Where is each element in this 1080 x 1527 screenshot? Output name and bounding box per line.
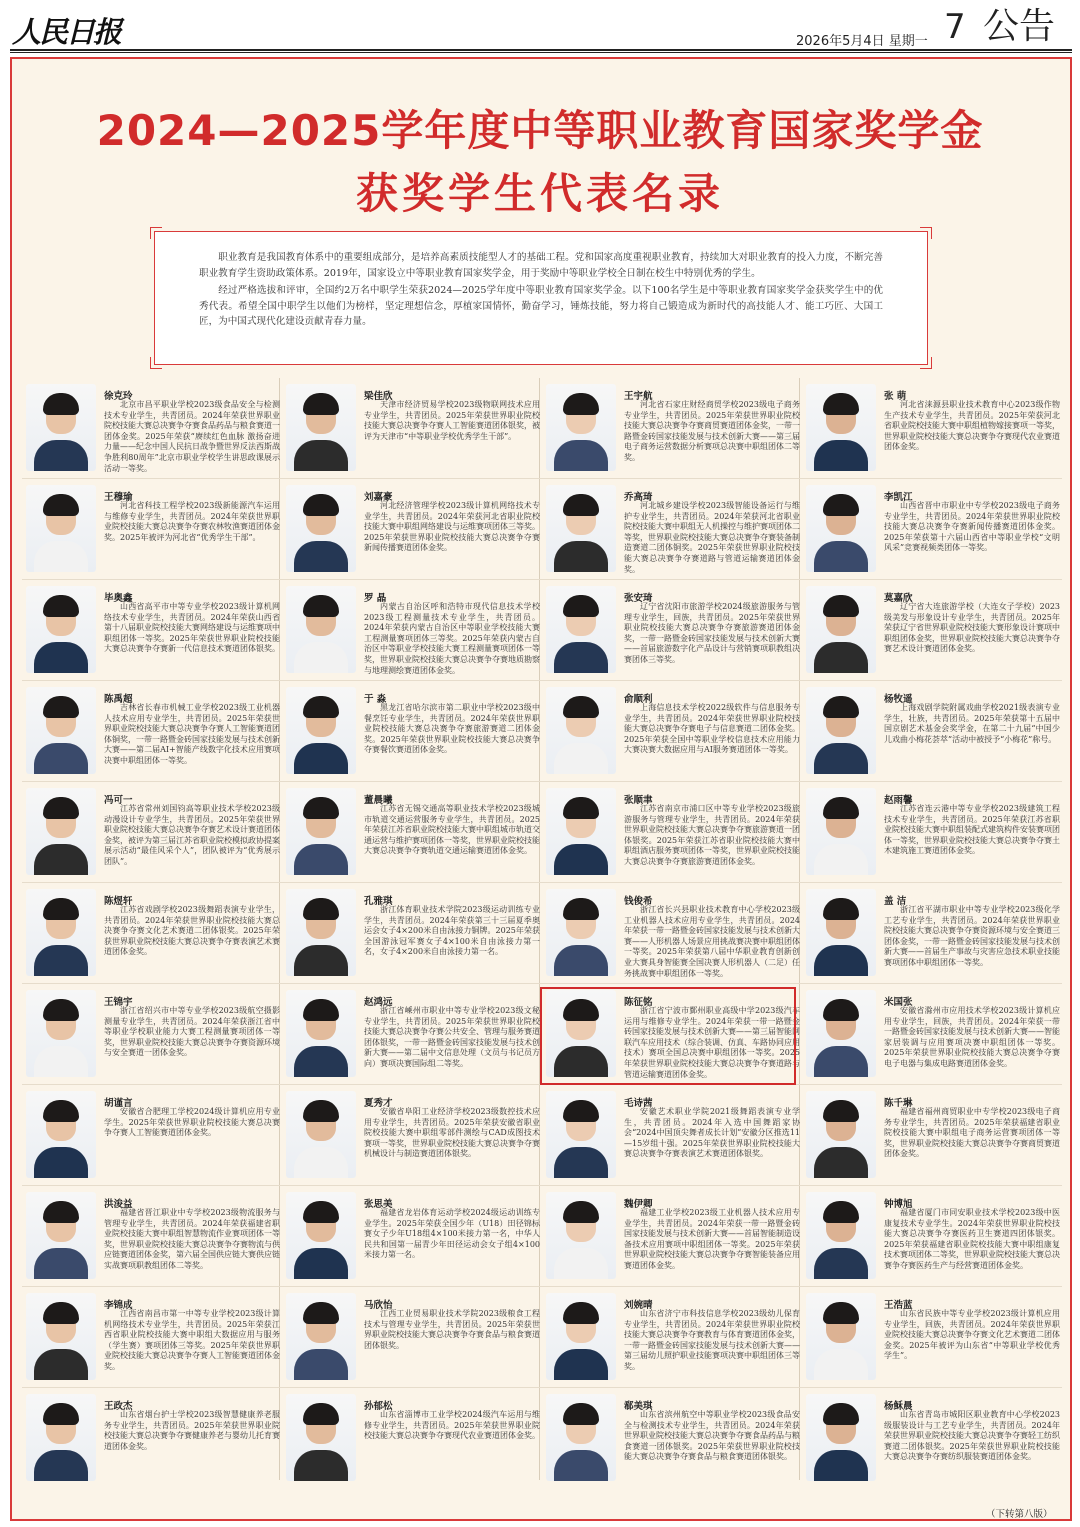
- student-name: 李锦成: [104, 1300, 133, 1311]
- student-bio: 福建工业学校2023级工业机器人技术应用专业学生，共青团员。2024年荣获一带一路暨金砖国家技能发展与技术创新大赛——首届智能制造设备技术应用赛项中职组团体一等奖。2025年荣获世界职业院校技能大赛总决赛争夺赛智能装备应用赛道团体金奖。: [624, 1208, 800, 1270]
- student-photo: [286, 384, 356, 471]
- student-bio: 江西省南昌市第一中等专业学校2023级计算机网络技术专业学生，共青团员。2025年荣获江西省职业院校技能大赛中职组大数据应用与服务（学生赛）赛项团体三等奖。2025年荣获世界职业院校技能大赛总决赛争夺赛人工智能赛道团体金奖。: [104, 1309, 280, 1371]
- header-rule-thin: [10, 52, 1072, 53]
- student-photo: [806, 889, 876, 976]
- student-card: [542, 580, 802, 679]
- student-bio: 内蒙古自治区呼和浩特市现代信息技术学校2023级工程测量技术专业学生，共青团员。2024年荣获内蒙古自治区中等职业学校技能大赛工程测量赛项团体三等奖。2025年荣获内蒙古自治区中等职业学校技能大赛工程测量赛项团体一等奖，世界职业院校技能大赛总决赛争夺赛地质勘察与地理测绘赛道团体金奖。: [364, 602, 540, 675]
- corner-ornament: [150, 357, 162, 369]
- student-bio: 山东省青岛市城阳区职业教育中心学校2023级服装设计与工艺专业学生，共青团员。2024年荣获世界职业院校技能大赛总决赛争夺赛轻工纺织赛道二团体银奖。2025年荣获世界职业院校技能大赛总决赛争夺赛纺织服装赛道团体金奖。: [884, 1410, 1060, 1462]
- student-photo: [26, 889, 96, 976]
- student-bio: 浙江省宁波市鄞州职业高级中学2023级汽车运用与维修专业学生。2024年荣获一带一路暨金砖国家技能发展与技术创新大赛——第三届智能网联汽车应用技术（综合装调、仿真、车路协同应用技术）赛项全国总决赛中职组团体一等奖。2025年荣获世界职业院校技能大赛总决赛争夺赛道路与管道运输赛道团体金奖。: [624, 1006, 800, 1079]
- student-name: 王宇航: [624, 391, 653, 402]
- student-name: 盖 洁: [884, 896, 907, 907]
- student-name: 赵雨馨: [884, 795, 913, 806]
- student-name: 刘嘉豪: [364, 492, 393, 503]
- student-photo: [26, 1091, 96, 1178]
- student-photo: [286, 1192, 356, 1279]
- student-card: [542, 1287, 802, 1386]
- student-card: [22, 479, 282, 578]
- student-card: [22, 1085, 282, 1184]
- student-bio: 河北省科技工程学校2023级新能源汽车运用与维修专业学生，共青团员。2024年荣获世界职业院校技能大赛总决赛争夺赛农林牧渔赛道团体金奖。2025年被评为河北省“优秀学生干部”。: [104, 501, 280, 542]
- student-photo: [806, 1091, 876, 1178]
- student-photo: [26, 1293, 96, 1380]
- student-bio: 山东省淄博市工业学校2024级汽车运用与维修专业学生，共青团员。2025年荣获世界职业院校技能大赛总决赛争夺赛现代农业赛道团体金奖。: [364, 1410, 540, 1441]
- student-card: [802, 681, 1062, 780]
- student-bio: 山东省滨州航空中等职业学校2023级食品安全与检测技术专业学生，共青团员。2024年荣获世界职业院校技能大赛总决赛争夺赛食品药品与粮食赛道一团体银奖。2025年荣获世界职业院校技能大赛总决赛争夺赛食品与粮食赛道团体银奖。: [624, 1410, 800, 1462]
- student-bio: 江苏省连云港中等专业学校2023级建筑工程技术专业学生，共青团员。2025年荣获江苏省职业院校技能大赛中职组装配式建筑构件安装赛项团体一等奖，世界职业院校技能大赛总决赛争夺赛土木建筑施工赛道团体金奖。: [884, 804, 1060, 856]
- student-name: 钟博旭: [884, 1199, 913, 1210]
- student-card: [282, 984, 542, 1083]
- student-name: 钱俊希: [624, 896, 653, 907]
- intro-box: [154, 231, 928, 365]
- student-photo: [286, 485, 356, 572]
- student-bio: 浙江省平湖市职业中等专业学校2023级化学工艺专业学生，共青团员。2024年荣获世界职业院校技能大赛总决赛争夺赛资源环境与安全赛道三团体金奖，一带一路暨金砖国家技能发展与技术创新大赛——首届生产事故与灾害应急技术职业技能赛项团体中职组团体一等奖。: [884, 905, 1060, 967]
- student-card: [802, 378, 1062, 477]
- student-card: [802, 1287, 1062, 1386]
- student-bio: 安徽省合肥理工学校2024级计算机应用专业学生。2025年荣获世界职业院校技能大赛总决赛争夺赛人工智能赛道团体金奖。: [104, 1107, 280, 1138]
- student-bio: 福建省晋江职业中专学校2023级物流服务与管理专业学生，共青团员。2024年荣获福建省职业院校技能大赛中职组智慧物流作业赛项团体一等奖，世界职业院校技能大赛总决赛争夺赛物流与供应链赛道团体金奖，第六届全国供应链大赛供应链实战赛项职教组团体二等奖。: [104, 1208, 280, 1270]
- student-card: [22, 883, 282, 982]
- student-card: [542, 378, 802, 477]
- masthead: [0, 0, 1080, 54]
- student-bio: 吉林省长春市机械工业学校2023级工业机器人技术应用专业学生，共青团员。2025年荣获世界职业院校技能大赛总决赛争夺赛人工智能赛道团体铜奖，一带一路暨金砖国家技能发展与技术创新大赛——第二届AI+智能产线数字化技术应用赛项决赛中职组团体一等奖。: [104, 703, 280, 765]
- student-card: [802, 782, 1062, 881]
- student-name: 王政杰: [104, 1401, 133, 1412]
- student-photo: [546, 586, 616, 673]
- issue-date: 2026年5月4日 星期一: [796, 34, 928, 49]
- student-photo: [806, 1192, 876, 1279]
- student-photo: [26, 990, 96, 1077]
- student-photo: [806, 687, 876, 774]
- student-bio: 山东省民族中等专业学校2023级计算机应用专业学生，回族，共青团员。2024年荣获世界职业院校技能大赛总决赛争夺赛文化艺术赛道二团体金奖。2025年被评为山东省“中等职业学校优秀学生”。: [884, 1309, 1060, 1361]
- student-card: [802, 479, 1062, 578]
- student-photo: [26, 586, 96, 673]
- student-name: 李凯江: [884, 492, 913, 503]
- student-photo: [806, 384, 876, 471]
- student-card: [22, 1388, 282, 1487]
- student-bio: 上海信息技术学校2022级软件与信息服务专业学生，共青团员。2024年荣获世界职业院校技能大赛总决赛争夺赛电子与信息赛道二团体金奖。2025年荣获全国中等职业学校信息技术应用能力大赛决赛大数据应用与AI服务赛道团体一等奖。: [624, 703, 800, 755]
- student-bio: 天津市经济贸易学校2023级物联网技术应用专业学生，共青团员。2025年荣获世界职业院校技能大赛总决赛争夺赛人工智能赛道团体银奖，被评为天津市“中等职业学校优秀学生干部”。: [364, 400, 540, 441]
- student-card: [542, 479, 802, 578]
- headline-line-1: 2024—2025学年度中等职业教育国家奖学金: [96, 106, 984, 155]
- student-bio: 浙江省嵊州市职业中等专业学校2023级文秘专业学生，共青团员。2025年荣获世界职业院校技能大赛总决赛争夺赛公共安全、管理与服务赛道团体银奖，一带一路暨金砖国家技能发展与技术创新大赛——第二届中文信息处理（文员与书记员方向）赛项决赛国际组二等奖。: [364, 1006, 540, 1068]
- corner-ornament: [920, 227, 932, 239]
- student-name: 张 萌: [884, 391, 907, 402]
- student-name: 胡谨言: [104, 1098, 133, 1109]
- student-photo: [26, 1394, 96, 1481]
- student-name: 王浩蓝: [884, 1300, 913, 1311]
- student-name: 马欣怡: [364, 1300, 393, 1311]
- student-name: 张顺聿: [624, 795, 653, 806]
- student-name: 孙郁松: [364, 1401, 393, 1412]
- student-photo: [26, 384, 96, 471]
- student-bio: 河北经济管理学校2023级计算机网络技术专业学生，共青团员。2024年荣获河北省职业院校技能大赛中职组网络建设与运维赛项团体三等奖。2025年荣获世界职业院校技能大赛总决赛争夺赛新闻传播赛道团体金奖。: [364, 501, 540, 553]
- student-card: [802, 1186, 1062, 1285]
- student-card: [282, 1186, 542, 1285]
- continued-note: （下转第八版）: [986, 1509, 1053, 1520]
- student-photo: [546, 788, 616, 875]
- student-photo: [286, 1091, 356, 1178]
- student-card: [282, 782, 542, 881]
- student-bio: 北京市昌平职业学校2023级食品安全与检测技术专业学生，共青团员。2024年荣获世界职业院校技能大赛总决赛争夺赛食品药品与粮食赛道一团体金奖。2025年荣获“赓续红色血脉 激扬奋进力量——纪念中国人民抗日战争暨世界反法西斯战争胜利80周年”北京市职业学校学生讲思政课展示活动一等奖。: [104, 400, 280, 473]
- student-bio: 福建省龙岩体育运动学校2024级运动训练专业学生。2025年荣获全国少年（U18）田径锦标赛女子少年U18组4×100米接力第一名，中华人民共和国第一届青少年田径运动会女子组4×100米接力第一名。: [364, 1208, 540, 1260]
- student-card: [542, 782, 802, 881]
- student-bio: 黑龙江省哈尔滨市第二职业中学校2023级中餐烹饪专业学生，共青团员。2024年荣获世界职业院校技能大赛总决赛争夺赛旅游赛道二团体金奖。2025年荣获世界职业院校技能大赛总决赛争夺赛餐饮赛道团体金奖。: [364, 703, 540, 755]
- student-photo: [286, 788, 356, 875]
- student-photo: [26, 1192, 96, 1279]
- student-card: [22, 580, 282, 679]
- student-bio: 上海戏剧学院附属戏曲学校2021级表演专业学生，壮族，共青团员。2025年荣获第十五届中国京剧艺术基金会奖学金，在第二十九届“中国少儿戏曲小梅花荟萃”活动中被授予“小梅花”称号。: [884, 703, 1060, 744]
- student-photo: [806, 1293, 876, 1380]
- student-bio: 浙江省绍兴市中等专业学校2023级航空摄影测量专业学生，共青团员。2024年荣获浙江省中等职业学校职业能力大赛工程测量赛项团体一等奖，世界职业院校技能大赛总决赛争夺赛资源环境与安全赛道一团体金奖。: [104, 1006, 280, 1058]
- student-name: 杨牧遥: [884, 694, 913, 705]
- student-name: 刘婉晴: [624, 1300, 653, 1311]
- student-name: 郗美琪: [624, 1401, 653, 1412]
- student-photo: [546, 485, 616, 572]
- student-bio: 山西省晋中市职业中专学校2023级电子商务专业学生，共青团员。2024年荣获世界职业院校技能大赛总决赛争夺赛新闻传播赛道团体金奖。2025年荣获第十六届山西省中等职业学校“文明风采”竞赛视频类团体一等奖。: [884, 501, 1060, 553]
- student-photo: [286, 1394, 356, 1481]
- student-name: 毛诗茜: [624, 1098, 653, 1109]
- student-bio: 浙江省长兴县职业技术教育中心学校2023级工业机器人技术应用专业学生，共青团员。2024年荣获一带一路暨金砖国家技能发展与技术创新大赛——人形机器人场景应用挑战赛决赛中职组团体一等奖。2025年荣获第八届中华职业教育创新创业大赛具身智能赛全国决赛人形机器人（二足）任务挑战赛中职组团体一等奖。: [624, 905, 800, 978]
- student-card: [802, 1388, 1062, 1487]
- highlight-box: [540, 987, 796, 1085]
- student-bio: 福建省厦门市同安职业技术学校2023级中医康复技术专业学生。2024年荣获世界职业院校技能大赛总决赛争夺赛医药卫生赛道四团体银奖。2025年荣获福建省职业院校技能大赛中职组康复技术赛项团体二等奖，世界职业院校技能大赛总决赛争夺赛医药生产与经营赛道团体金奖。: [884, 1208, 1060, 1270]
- student-photo: [546, 1091, 616, 1178]
- student-card: [802, 883, 1062, 982]
- student-grid: [22, 378, 1062, 1493]
- student-card: [282, 1388, 542, 1487]
- intro-paragraph-1: 职业教育是我国教育体系中的重要组成部分，是培养高素质技能型人才的基础工程。党和国家高度重视职业教育，持续加大对职业教育的投入力度，不断完善职业教育学生资助政策体系。2019年，国家设立中等职业教育国家奖学金，用于奖励中等职业学校全日制在校生中特别优秀的学生。: [199, 252, 883, 279]
- student-name: 梁佳欣: [364, 391, 393, 402]
- student-bio: 河北省涞源县职业技术教育中心2023级作物生产技术专业学生，共青团员。2025年荣获河北省职业院校技能大赛中职组植物嫁接赛项一等奖，世界职业院校技能大赛总决赛争夺赛现代农业赛道团体金奖。: [884, 400, 1060, 452]
- student-photo: [806, 990, 876, 1077]
- student-card: [282, 1085, 542, 1184]
- student-photo: [286, 889, 356, 976]
- student-bio: 安徽省滁州市应用技术学校2023级计算机应用专业学生，回族，共青团员。2024年荣获一带一路暨金砖国家技能发展与技术创新大赛——智能家居装调与应用赛项决赛中职组团体一等奖。2025年荣获世界职业院校技能大赛总决赛争夺赛电子电器与集成电路赛道团体金奖。: [884, 1006, 1060, 1068]
- student-photo: [546, 1394, 616, 1481]
- student-name: 俞顺利: [624, 694, 653, 705]
- student-bio: 辽宁省大连旅游学校（大连女子学校）2023级美发与形象设计专业学生，共青团员。2025年荣获辽宁省世界职业院校技能大赛形象设计赛项中职组团体金奖，世界职业院校技能大赛总决赛争夺赛艺术设计赛道团体金奖。: [884, 602, 1060, 654]
- student-name: 董晨曦: [364, 795, 393, 806]
- student-name: 陈禹超: [104, 694, 133, 705]
- student-bio: 浙江体育职业技术学院2023级运动训练专业学生，共青团员。2024年荣获第三十三届夏季奥运会女子4×200米自由泳接力铜牌。2025年荣获全国游泳冠军赛女子4×100米自由泳接力第一名，女子4×200米自由泳接力第一名。: [364, 905, 540, 957]
- student-bio: 山东省烟台护士学校2023级智慧健康养老服务专业学生，共青团员。2025年荣获世界职业院校技能大赛总决赛争夺赛健康养老与婴幼儿托育赛道团体金奖。: [104, 1410, 280, 1451]
- headline-line-2: 获奖学生代表名录: [355, 169, 724, 218]
- student-name: 王锦宇: [104, 997, 133, 1008]
- student-card: [542, 681, 802, 780]
- student-photo: [546, 384, 616, 471]
- student-card: [282, 681, 542, 780]
- student-card: [22, 1186, 282, 1285]
- student-name: 赵鸿远: [364, 997, 393, 1008]
- student-name: 莫嘉欣: [884, 593, 913, 604]
- student-photo: [26, 485, 96, 572]
- corner-ornament: [920, 357, 932, 369]
- student-name: 杨稣晨: [884, 1401, 913, 1412]
- student-bio: 山东省济宁市科技信息学校2023级幼儿保育专业学生，共青团员。2024年荣获世界职业院校技能大赛总决赛争夺赛教育与体育赛道团体金奖，一带一路暨金砖国家技能发展与技术创新大赛——第三届幼儿照护职业技能赛项决赛中职组团体三等奖。: [624, 1309, 800, 1371]
- student-bio: 福建省福州商贸职业中专学校2023级电子商务专业学生，共青团员。2025年荣获福建省职业院校技能大赛中职组电子商务运营赛项团体一等奖，世界职业院校技能大赛总决赛争夺赛商贸赛道团体金奖。: [884, 1107, 1060, 1159]
- student-photo: [806, 586, 876, 673]
- newspaper-logo: 人民日报: [12, 15, 121, 49]
- student-name: 张思美: [364, 1199, 393, 1210]
- student-photo: [286, 687, 356, 774]
- student-name: 毕奥鑫: [104, 593, 133, 604]
- student-photo: [806, 1394, 876, 1481]
- student-photo: [26, 788, 96, 875]
- student-bio: 河北省石家庄财经商贸学校2023级电子商务专业学生，共青团员。2025年荣获世界职业院校技能大赛总决赛争夺赛商贸赛道团体金奖，一带一路暨金砖国家技能发展与技术创新大赛——第三届电子商务运营数据分析赛项总决赛中职组团体二等奖。: [624, 400, 800, 462]
- student-photo: [546, 1293, 616, 1380]
- student-name: 陈煜轩: [104, 896, 133, 907]
- student-card: [22, 984, 282, 1083]
- student-name: 乔高琦: [624, 492, 653, 503]
- student-card: [802, 1085, 1062, 1184]
- student-bio: 江苏省无锡交通高等职业技术学校2023级城市轨道交通运营服务专业学生，共青团员。2025年荣获江苏省职业院校技能大赛中职组城市轨道交通运营与维护赛项团体一等奖，世界职业院校技能大赛总决赛争夺赛轨道交通运输赛道团体金奖。: [364, 804, 540, 856]
- student-card: [802, 580, 1062, 679]
- intro-paragraph-2: 经过严格选拔和评审，全国约2万名中职学生荣获2024—2025学年度中等职业教育国家奖学金。以下100名学生是中等职业教育国家奖学金获奖学生中的优秀代表。希望全国中职学生以他们为榜样，坚定理想信念，厚植家国情怀，勤奋学习，锤炼技能，努力将自己锻造成为新时代的高技能人才、能工巧匠、大国工匠，为中国式现代化建设贡献青春力量。: [199, 285, 883, 328]
- student-name: 张安琦: [624, 593, 653, 604]
- student-bio: 山西省高平市中等专业学校2023级计算机网络技术专业学生，共青团员。2024年荣获山西省第十八届职业院校技能大赛网络建设与运维赛项中职组团体一等奖。2025年荣获世界职业院校技能大赛总决赛争夺赛新一代信息技术赛道团体银奖。: [104, 602, 280, 654]
- student-card: [22, 378, 282, 477]
- student-photo: [806, 485, 876, 572]
- student-card: [22, 782, 282, 881]
- header-rule: [10, 49, 1072, 51]
- student-name: 王穆瑜: [104, 492, 133, 503]
- student-card: [282, 580, 542, 679]
- student-photo: [546, 1192, 616, 1279]
- student-name: 魏伊卿: [624, 1199, 653, 1210]
- student-card: [542, 1186, 802, 1285]
- student-name: 陈千琳: [884, 1098, 913, 1109]
- student-card: [22, 1287, 282, 1386]
- student-name: 孔雅琪: [364, 896, 393, 907]
- student-card: [802, 984, 1062, 1083]
- student-photo: [546, 687, 616, 774]
- student-card: [282, 479, 542, 578]
- student-name: 徐克玲: [104, 391, 133, 402]
- student-card: [282, 1287, 542, 1386]
- student-card: [542, 1085, 802, 1184]
- student-photo: [286, 990, 356, 1077]
- student-name: 罗 晶: [364, 593, 387, 604]
- student-name: 冯可一: [104, 795, 133, 806]
- student-photo: [806, 788, 876, 875]
- student-bio: 江苏省戏剧学校2023级舞蹈表演专业学生，共青团员。2024年荣获世界职业院校技能大赛总决赛争夺赛文化艺术赛道二团体银奖。2025年荣获世界职业院校技能大赛总决赛争夺赛表演艺术赛道团体金奖。: [104, 905, 280, 957]
- student-bio: 安徽省阜阳工业经济学校2023级数控技术应用专业学生，共青团员。2025年荣获安徽省职业院校技能大赛中职组零部件测绘与CAD成图技术赛项一等奖，世界职业院校技能大赛总决赛争夺赛机械设计与制造赛道团体银奖。: [364, 1107, 540, 1159]
- student-bio: 河北城乡建设学校2023级智能设备运行与维护专业学生，共青团员。2024年荣获河北省职业院校技能大赛中职组无人机操控与维护赛项团体二等奖，世界职业院校技能大赛总决赛争夺赛装备制造赛道二团体铜奖。2025年荣获世界职业院校技能大赛总决赛争夺赛道路与管道运输赛道团体金奖。: [624, 501, 800, 574]
- student-name: 夏秀才: [364, 1098, 393, 1109]
- student-bio: 江苏省南京市浦口区中等专业学校2023级旅游服务与管理专业学生，共青团员。2024年荣获世界职业院校技能大赛总决赛争夺赛旅游赛道一团体银奖。2025年荣获江苏省职业院校技能大赛中职组酒店服务赛项团体一等奖，世界职业院校技能大赛总决赛争夺赛旅游赛道团体金奖。: [624, 804, 800, 866]
- student-photo: [546, 889, 616, 976]
- student-name: 米国张: [884, 997, 913, 1008]
- student-bio: 江西工业贸易职业技术学院2023级粮食工程技术与管理专业学生，共青团员。2025年荣获世界职业院校技能大赛总决赛争夺赛食品与粮食赛道团体银奖。: [364, 1309, 540, 1350]
- student-photo: [286, 1293, 356, 1380]
- student-name: 于 淼: [364, 694, 387, 705]
- student-name: 陈征铭: [624, 997, 653, 1008]
- student-card: [282, 378, 542, 477]
- student-bio: 江苏省常州刘国钧高等职业技术学校2023级动漫设计专业学生，共青团员。2025年荣获世界职业院校技能大赛总决赛争夺赛艺术设计赛道团体金奖，被评为第三届江苏省职业院校模拟政协提案展示活动“最佳风采个人”，团队被评为“优秀展示团队”。: [104, 804, 280, 866]
- student-card: [282, 883, 542, 982]
- student-bio: 安徽艺术职业学院2021级舞蹈表演专业学生，共青团员。2024年入选中国舞蹈家协会“2024中国顶尖舞者成长计划”安徽分区推选11—15岁组十强。2025年荣获世界职业院校技能大赛总决赛争夺赛表演艺术赛道团体银奖。: [624, 1107, 800, 1159]
- student-photo: [286, 586, 356, 673]
- student-card: [22, 681, 282, 780]
- corner-ornament: [150, 227, 162, 239]
- student-card: [542, 1388, 802, 1487]
- section-name: 公告: [983, 6, 1056, 47]
- student-card: [542, 883, 802, 982]
- student-bio: 辽宁省沈阳市旅游学校2024级旅游服务与管理专业学生，回族，共青团员。2025年荣获世界职业院校技能大赛总决赛争夺赛旅游赛道团体金奖，一带一路暨金砖国家技能发展与技术创新大赛——首届旅游数字化产品设计与营销赛项职教组决赛团体三等奖。: [624, 602, 800, 664]
- student-photo: [26, 687, 96, 774]
- student-name: 洪浚益: [104, 1199, 133, 1210]
- page-number: 7: [944, 7, 966, 47]
